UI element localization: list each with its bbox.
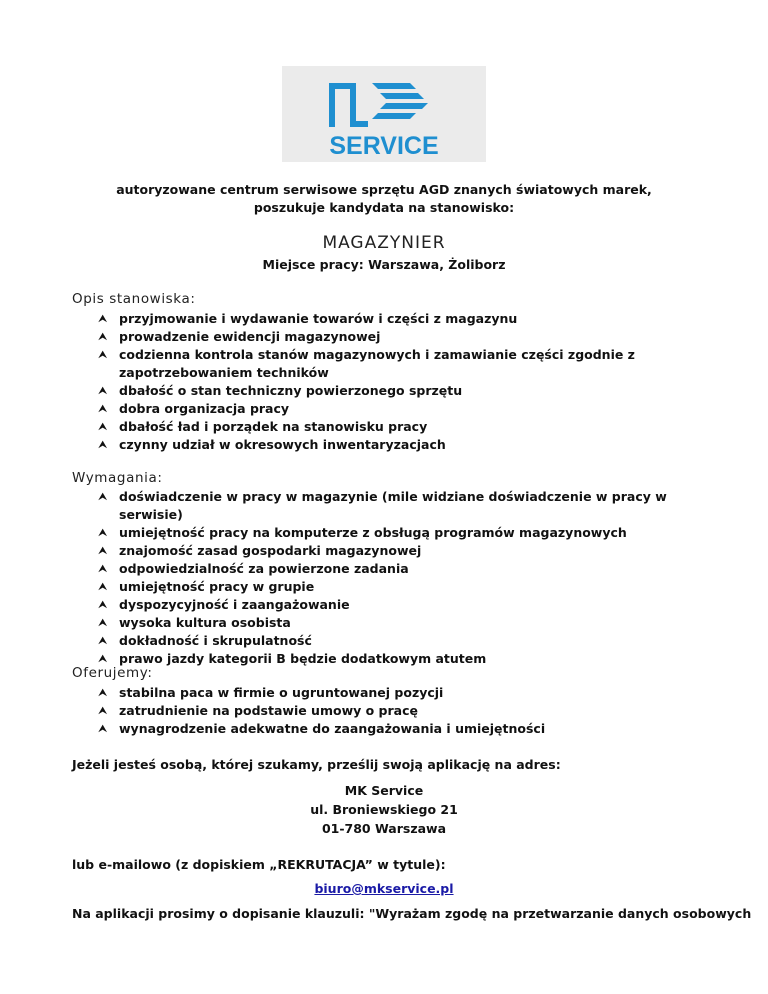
list-item-text: codzienna kontrola stanów magazynowych i zamawianie części zgodnie z zapotrzebowaniem techników (119, 347, 635, 380)
list-item (98, 632, 698, 650)
description-list (98, 310, 698, 454)
arrow-up-triangle-icon: ⮝ (98, 562, 108, 575)
requirements-heading: Wymagania: (72, 470, 163, 486)
arrow-up-triangle-icon: ⮝ (98, 438, 108, 451)
arrow-up-triangle-icon: ⮝ (98, 330, 108, 343)
list-item-text: dbałość ład i porządek na stanowisku pracy (119, 419, 428, 434)
list-item (98, 684, 698, 702)
list-item-text: czynny udział w okresowych inwentaryzacjach (119, 437, 446, 452)
address-company: MK Service (344, 783, 424, 798)
list-item-text: dbałość o stan techniczny powierzonego sprzętu (119, 383, 463, 398)
list-item (98, 702, 698, 720)
list-item-text: prowadzenie ewidencji magazynowej (119, 329, 381, 344)
arrow-up-triangle-icon: ⮝ (98, 616, 108, 629)
list-item-text: wynagrodzenie adekwatne do zaangażowania i umiejętności (119, 721, 546, 736)
list-item (98, 346, 698, 382)
list-item-text: prawo jazdy kategorii B będzie dodatkowym atutem (119, 651, 487, 666)
list-item (98, 400, 698, 418)
workplace-text: Miejsce pracy: Warszawa, Żoliborz (262, 257, 506, 272)
offer-list (98, 684, 698, 738)
list-item-text: zatrudnienie na podstawie umowy o pracę (119, 703, 418, 718)
list-item (98, 596, 698, 614)
list-item (98, 328, 698, 346)
address-street: ul. Broniewskiego 21 (310, 802, 458, 817)
arrow-up-triangle-icon: ⮝ (98, 652, 108, 665)
list-item (98, 542, 698, 560)
offer-heading: Oferujemy: (72, 665, 153, 681)
list-item-text: doświadczenie w pracy w magazynie (mile widziane doświadczenie w pracy w serwisie) (119, 489, 667, 522)
list-item-text: odpowiedzialność za powierzone zadania (119, 561, 409, 576)
list-item (98, 524, 698, 542)
list-item (98, 436, 698, 454)
arrow-up-triangle-icon: ⮝ (98, 384, 108, 397)
list-item-text: dokładność i skrupulatność (119, 633, 312, 648)
arrow-up-triangle-icon: ⮝ (98, 580, 108, 593)
arrow-up-triangle-icon: ⮝ (98, 704, 108, 717)
requirements-list (98, 488, 698, 668)
list-item-text: dyspozycyjność i zaangażowanie (119, 597, 350, 612)
apply-prompt: Jeżeli jesteś osobą, której szukamy, prześlij swoją aplikację na adres: (72, 757, 561, 772)
arrow-up-triangle-icon: ⮝ (98, 402, 108, 415)
mk-service-logo-icon (282, 66, 486, 162)
list-item-text: umiejętność pracy na komputerze z obsługą programów magazynowych (119, 525, 627, 540)
logo-service-text: SERVICE (329, 132, 439, 160)
intro-text (0, 181, 768, 217)
list-item (98, 310, 698, 328)
arrow-up-triangle-icon: ⮝ (98, 312, 108, 325)
list-item (98, 578, 698, 596)
position-title: MAGAZYNIER (322, 233, 446, 253)
list-item-text: dobra organizacja pracy (119, 401, 290, 416)
list-item-text: umiejętność pracy w grupie (119, 579, 315, 594)
list-item (98, 650, 698, 668)
arrow-up-triangle-icon: ⮝ (98, 634, 108, 647)
list-item (98, 418, 698, 436)
arrow-up-triangle-icon: ⮝ (98, 420, 108, 433)
arrow-up-triangle-icon: ⮝ (98, 686, 108, 699)
list-item-text: wysoka kultura osobista (119, 615, 291, 630)
list-item (98, 488, 698, 524)
company-logo (282, 66, 486, 162)
list-item (98, 614, 698, 632)
list-item-text: przyjmowanie i wydawanie towarów i części z magazynu (119, 311, 518, 326)
list-item (98, 720, 698, 738)
arrow-up-triangle-icon: ⮝ (98, 526, 108, 539)
list-item-text: znajomość zasad gospodarki magazynowej (119, 543, 422, 558)
list-item-text: stabilna paca w firmie o ugruntowanej pozycji (119, 685, 444, 700)
arrow-up-triangle-icon: ⮝ (98, 722, 108, 735)
arrow-up-triangle-icon: ⮝ (98, 544, 108, 557)
description-heading: Opis stanowiska: (72, 291, 196, 307)
email-link[interactable]: biuro@mkservice.pl (314, 881, 454, 896)
postal-address (0, 781, 768, 838)
consent-clause: Na aplikacji prosimy o dopisanie klauzuli: "Wyrażam zgodę na przetwarzanie danych osobowych (72, 906, 752, 921)
intro-line-2: poszukuje kandydata na stanowisko: (253, 200, 515, 215)
arrow-up-triangle-icon: ⮝ (98, 348, 108, 361)
list-item (98, 382, 698, 400)
arrow-up-triangle-icon: ⮝ (98, 490, 108, 503)
intro-line-1: autoryzowane centrum serwisowe sprzętu AGD znanych światowych marek, (116, 182, 652, 197)
arrow-up-triangle-icon: ⮝ (98, 598, 108, 611)
address-city: 01-780 Warszawa (321, 821, 447, 836)
email-prompt: lub e-mailowo (z dopiskiem „REKRUTACJA” w tytule): (72, 857, 446, 872)
list-item (98, 560, 698, 578)
